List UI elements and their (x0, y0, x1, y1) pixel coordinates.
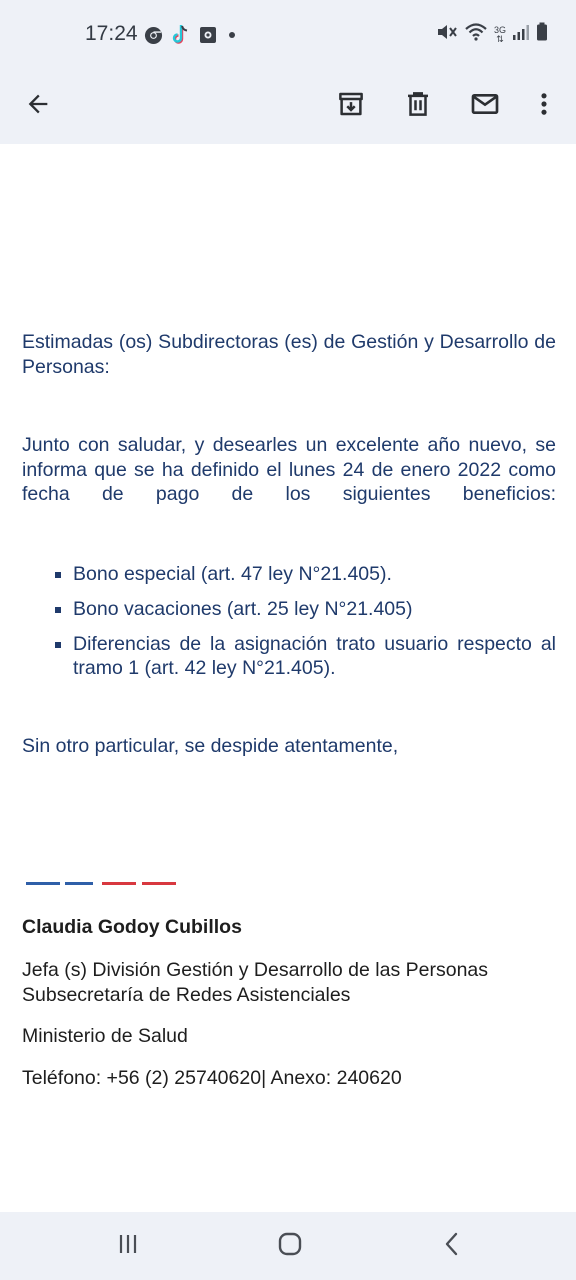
list-item (22, 632, 556, 680)
signature-title-line2: Subsecretaría de Redes Asistenciales (22, 984, 351, 1006)
benefits-list (22, 562, 556, 691)
nav-back-button[interactable] (432, 1228, 472, 1264)
battery-icon (536, 22, 548, 47)
status-bar (0, 0, 576, 70)
home-icon (277, 1231, 303, 1262)
back-button[interactable] (14, 82, 62, 130)
status-time: 17:24 (85, 22, 138, 45)
archive-icon (336, 89, 366, 124)
delete-button[interactable] (394, 82, 442, 130)
system-nav-bar (0, 1212, 576, 1280)
recent-apps-button[interactable] (108, 1228, 148, 1264)
greeting-text: Estimadas (os) Subdirectoras (es) de Gestión y Desarrollo de Personas: (22, 331, 556, 378)
mark-unread-button[interactable] (461, 82, 509, 130)
signature-title-line1: Jefa (s) División Gestión y Desarrollo de las Personas (22, 959, 489, 981)
list-item (22, 562, 556, 586)
gallery-icon (199, 26, 217, 49)
tiktok-icon (171, 24, 191, 51)
email-toolbar (0, 70, 576, 144)
signature-ministry: Ministerio de Salud (22, 1025, 188, 1047)
network-label: 3G (493, 24, 506, 35)
arrow-left-icon (24, 90, 52, 123)
signature-stripe (142, 882, 176, 885)
intro-text: Junto con saludar, y desearles un excelente año nuevo, se informa que se ha definido el lunes 24 de enero 2022 como fecha de pago de los siguientes beneficios: (22, 434, 556, 505)
home-button[interactable] (270, 1228, 310, 1264)
chrome-icon (144, 26, 163, 50)
network-3g-icon: 3G ⇅ (493, 24, 506, 44)
dot-icon (225, 28, 239, 47)
signature-stripe (65, 882, 93, 885)
list-item (22, 597, 556, 621)
more-vert-icon (530, 90, 558, 123)
wifi-icon (464, 22, 488, 47)
signature-name: Claudia Godoy Cubillos (22, 916, 242, 938)
more-options-button[interactable] (520, 82, 568, 130)
signal-icon (512, 23, 530, 46)
recent-apps-icon (116, 1232, 140, 1261)
archive-button[interactable] (327, 82, 375, 130)
benefit-text: Bono especial (art. 47 ley N°21.405). (73, 563, 392, 585)
signature-phone: Teléfono: +56 (2) 25740620| Anexo: 240620 (22, 1067, 402, 1089)
bullet-icon (55, 642, 61, 648)
closing-text: Sin otro particular, se despide atentamente, (22, 735, 399, 757)
signature-stripe (26, 882, 60, 885)
bullet-icon (55, 572, 61, 578)
benefit-text: Bono vacaciones (art. 25 ley N°21.405) (73, 598, 413, 620)
delete-icon (403, 89, 433, 124)
mark-unread-icon (469, 88, 501, 125)
mute-icon (436, 22, 458, 47)
bullet-icon (55, 607, 61, 613)
back-icon (441, 1231, 463, 1262)
benefit-text: Diferencias de la asignación trato usuario respecto al tramo 1 (art. 42 ley N°21.405). (73, 633, 556, 679)
signature-stripe (102, 882, 136, 885)
